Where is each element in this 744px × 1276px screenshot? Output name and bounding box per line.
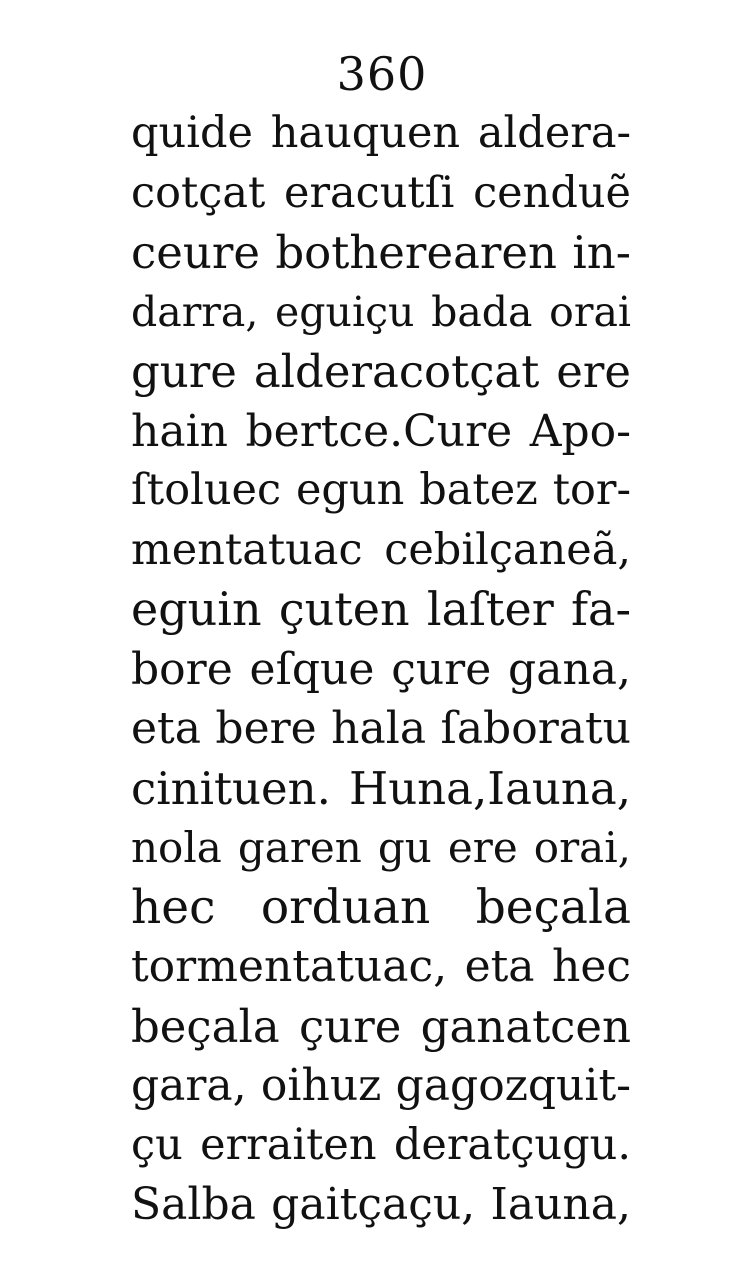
text-line: eguin çuten laſter fa- xyxy=(131,582,631,636)
text-line: eta bere hala ſaboratu xyxy=(131,703,631,754)
text-line: bore eſque çure gana, xyxy=(131,643,631,695)
page-number: 360 xyxy=(336,47,428,101)
text-line: tormentatuac, eta hec xyxy=(131,941,631,992)
text-line: hain bertce.Cure Apo- xyxy=(131,405,631,457)
text-line: gara, oihuz gagozquit- xyxy=(131,1060,631,1111)
text-line: quide hauquen aldera- xyxy=(131,108,631,158)
text-line: nola garen gu ere orai, xyxy=(131,823,631,872)
text-line: ceure botherearen in- xyxy=(131,226,631,279)
text-line: Salba gaitçaçu, Iauna, xyxy=(131,1179,631,1230)
text-line: çu erraiten deratçugu. xyxy=(131,1119,631,1170)
text-line: cinituen. Huna,Iauna, xyxy=(131,761,631,815)
text-line: darra, eguiçu bada orai xyxy=(131,287,631,336)
text-line: ſtoluec egun batez tor- xyxy=(131,465,631,515)
text-line: mentatuac cebilçaneã, xyxy=(131,524,631,575)
body-text xyxy=(131,104,631,1235)
text-line: cotçat eracutſi cenduẽ xyxy=(131,167,631,218)
text-line: gure alderacotçat ere xyxy=(131,345,631,398)
text-line: hec orduan beçala xyxy=(131,879,631,935)
text-line: beçala çure ganatcen xyxy=(131,999,631,1053)
